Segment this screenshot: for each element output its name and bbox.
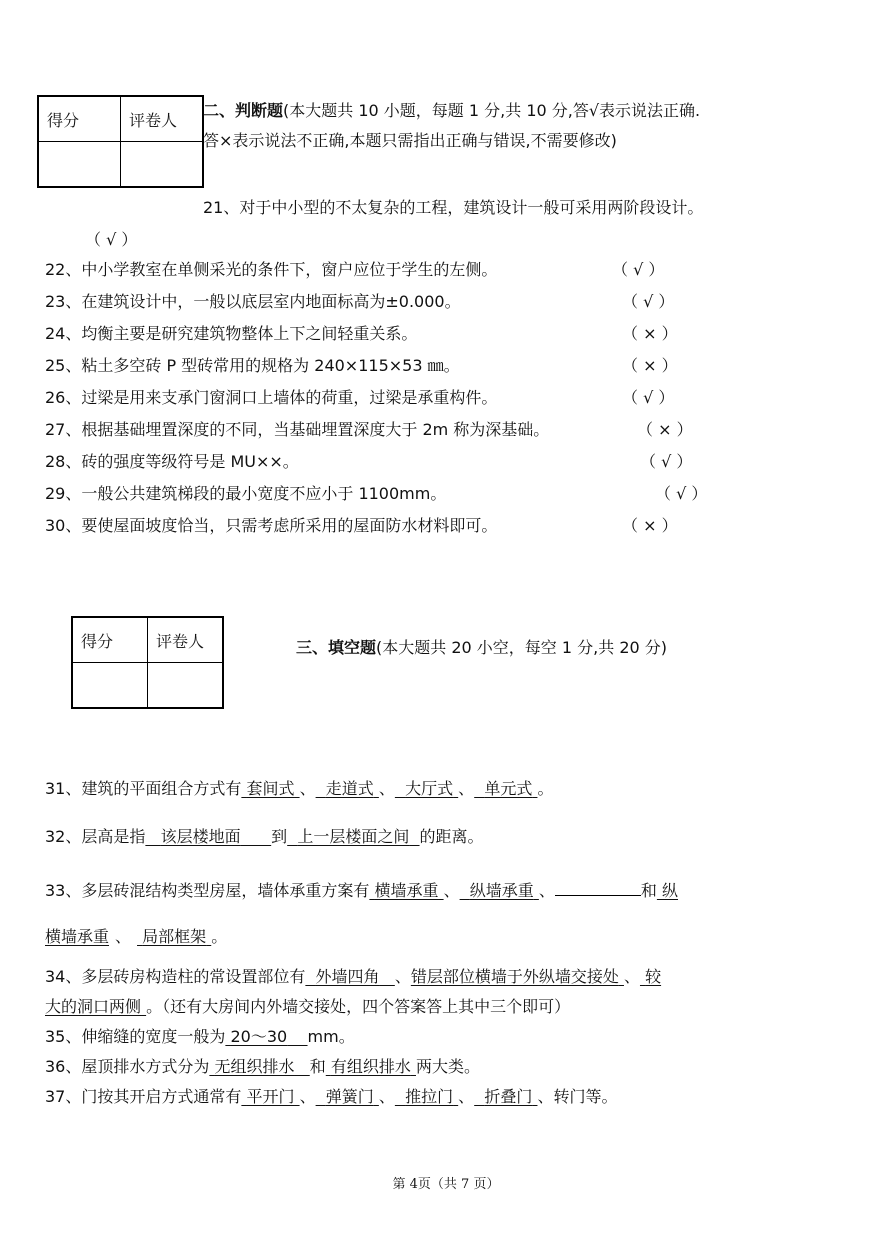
judge-item-28: 28、砖的强度等级符号是 MU××。 xyxy=(45,452,299,471)
judge-answer-30: （ × ） xyxy=(622,516,678,535)
fill-q34-line1 xyxy=(45,966,661,988)
fill-q33-line1 xyxy=(45,877,678,902)
q36-answer-1: 无组织排水 xyxy=(214,1057,295,1076)
q37-answer-1: 平开门 xyxy=(246,1087,295,1106)
q37-answer-2: 弹簧门 xyxy=(325,1087,374,1106)
q36-prefix: 36、屋顶排水方式分为 xyxy=(45,1057,210,1076)
fill-q36 xyxy=(45,1056,480,1078)
fill-q37 xyxy=(45,1086,617,1108)
q33-sep: 、 xyxy=(538,881,555,900)
q32-answer-2: 上一层楼面之间 xyxy=(297,827,410,846)
q33-answer-3-blank xyxy=(555,877,641,896)
q34-prefix: 34、多层砖房构造柱的常设置部位有 xyxy=(45,967,306,986)
q35-prefix: 35、伸缩缝的宽度一般为 xyxy=(45,1027,226,1046)
q36-answer-2: 有组织排水 xyxy=(330,1057,411,1076)
judge-answer-26: （ √ ） xyxy=(622,388,675,407)
q34-sep: 、 xyxy=(394,967,411,986)
q31-answer-3: 大厅式 xyxy=(405,779,454,798)
section3-title-bold: 三、填空题 xyxy=(296,638,377,657)
section3-title xyxy=(296,637,667,659)
score-cell xyxy=(38,142,121,188)
q31-sep: 、 xyxy=(299,779,316,798)
q35-end: mm。 xyxy=(307,1027,355,1046)
judge-item-24: 24、均衡主要是研究建筑物整体上下之间轻重关系。 xyxy=(45,324,418,343)
q31-answer-1: 套间式 xyxy=(246,779,295,798)
q36-end: 两大类。 xyxy=(415,1057,480,1076)
q35-answer-1: 20～30 xyxy=(230,1027,288,1046)
q37-prefix: 37、门按其开启方式通常有 xyxy=(45,1087,242,1106)
q33-prefix: 33、多层砖混结构类型房屋，墙体承重方案有 xyxy=(45,881,370,900)
judge-item-29: 29、一般公共建筑梯段的最小宽度不应小于 1100mm。 xyxy=(45,484,447,503)
score-label: 得分 xyxy=(72,617,148,663)
section2-title-bold: 二、判断题 xyxy=(203,101,284,120)
q31-prefix: 31、建筑的平面组合方式有 xyxy=(45,779,242,798)
q32-mid: 到 xyxy=(271,827,288,846)
q31-answer-2: 走道式 xyxy=(325,779,374,798)
score-box-section3 xyxy=(71,616,224,709)
score-box-section2 xyxy=(37,95,204,188)
section2-title-line1 xyxy=(203,100,700,122)
judge-answer-23: （ √ ） xyxy=(622,292,675,311)
grader-label: 评卷人 xyxy=(121,96,204,142)
q33-answer-2: 纵墙承重 xyxy=(469,881,534,900)
fill-q33-line2 xyxy=(45,926,227,948)
q34-answer-3-part1: 较 xyxy=(645,967,662,986)
q31-end: 。 xyxy=(537,779,554,798)
q31-sep: 、 xyxy=(458,779,475,798)
q31-sep: 、 xyxy=(378,779,395,798)
score-label: 得分 xyxy=(38,96,121,142)
judge-item-22: 22、中小学教室在单侧采光的条件下，窗户应位于学生的左侧。 xyxy=(45,260,498,279)
q37-answer-3: 推拉门 xyxy=(405,1087,454,1106)
judge-answer-24: （ × ） xyxy=(622,324,678,343)
fill-q31 xyxy=(45,778,553,800)
q33-sep: 、 xyxy=(115,927,132,946)
grader-cell xyxy=(148,663,224,709)
q34-answer-1: 外墙四角 xyxy=(315,967,380,986)
q34-answer-3-part2: 大的洞口两侧 xyxy=(45,997,142,1016)
section2-title-rest: (本大题共 10 小题，每题 1 分,共 10 分,答√表示说法正确. xyxy=(283,101,701,120)
q36-mid: 和 xyxy=(309,1057,326,1076)
judge-item-25: 25、粘土多空砖 P 型砖常用的规格为 240×115×53 ㎜。 xyxy=(45,356,460,375)
judge-answer-25: （ × ） xyxy=(622,356,678,375)
fill-q32 xyxy=(45,826,484,848)
q33-end: 。 xyxy=(211,927,228,946)
q31-answer-4: 单元式 xyxy=(484,779,533,798)
judge-item-26: 26、过梁是用来支承门窗洞口上墙体的荷重，过梁是承重构件。 xyxy=(45,388,498,407)
q33-answer-5: 局部框架 xyxy=(142,927,207,946)
q34-sep: 、 xyxy=(623,967,640,986)
q33-sep: 、 xyxy=(443,881,460,900)
fill-q34-line2 xyxy=(45,996,570,1018)
q37-end: 、转门等。 xyxy=(537,1087,618,1106)
q37-sep: 、 xyxy=(299,1087,316,1106)
q32-prefix: 32、层高是指 xyxy=(45,827,146,846)
q32-end: 的距离。 xyxy=(419,827,484,846)
q33-and: 和 xyxy=(640,881,657,900)
judge-item-30: 30、要使屋面坡度恰当，只需考虑所采用的屋面防水材料即可。 xyxy=(45,516,498,535)
grader-label: 评卷人 xyxy=(148,617,224,663)
judge-item-21: 21、对于中小型的不太复杂的工程，建筑设计一般可采用两阶段设计。 xyxy=(203,198,704,217)
page-footer: 第 4页（共 7 页） xyxy=(392,1177,500,1192)
q37-answer-4: 折叠门 xyxy=(484,1087,533,1106)
judge-item-23: 23、在建筑设计中，一般以底层室内地面标高为±0.000。 xyxy=(45,292,461,311)
judge-answer-28: （ √ ） xyxy=(640,452,693,471)
judge-answer-27: （ × ） xyxy=(637,420,693,439)
judge-answer-21: （ √ ） xyxy=(85,230,138,249)
score-cell xyxy=(72,663,148,709)
judge-answer-22: （ √ ） xyxy=(612,260,665,279)
q34-note: 。（还有大房间内外墙交接处，四个答案答上其中三个即可） xyxy=(146,997,571,1016)
section3-title-rest: (本大题共 20 小空，每空 1 分,共 20 分) xyxy=(376,638,668,657)
grader-cell xyxy=(121,142,204,188)
fill-q35 xyxy=(45,1026,355,1048)
q33-answer-1: 横墙承重 xyxy=(374,881,439,900)
q34-answer-2: 错层部位横墙于外纵墙交接处 xyxy=(410,967,619,986)
q33-answer-4-part2: 横墙承重 xyxy=(45,927,110,946)
judge-answer-29: （ √ ） xyxy=(655,484,708,503)
q32-answer-1: 该层楼地面 xyxy=(160,827,241,846)
section2-title-line2: 答×表示说法不正确,本题只需指出正确与错误,不需要修改) xyxy=(203,131,617,150)
q37-sep: 、 xyxy=(458,1087,475,1106)
q33-answer-4-part1: 纵 xyxy=(662,881,679,900)
q37-sep: 、 xyxy=(378,1087,395,1106)
judge-item-27: 27、根据基础埋置深度的不同，当基础埋置深度大于 2m 称为深基础。 xyxy=(45,420,550,439)
